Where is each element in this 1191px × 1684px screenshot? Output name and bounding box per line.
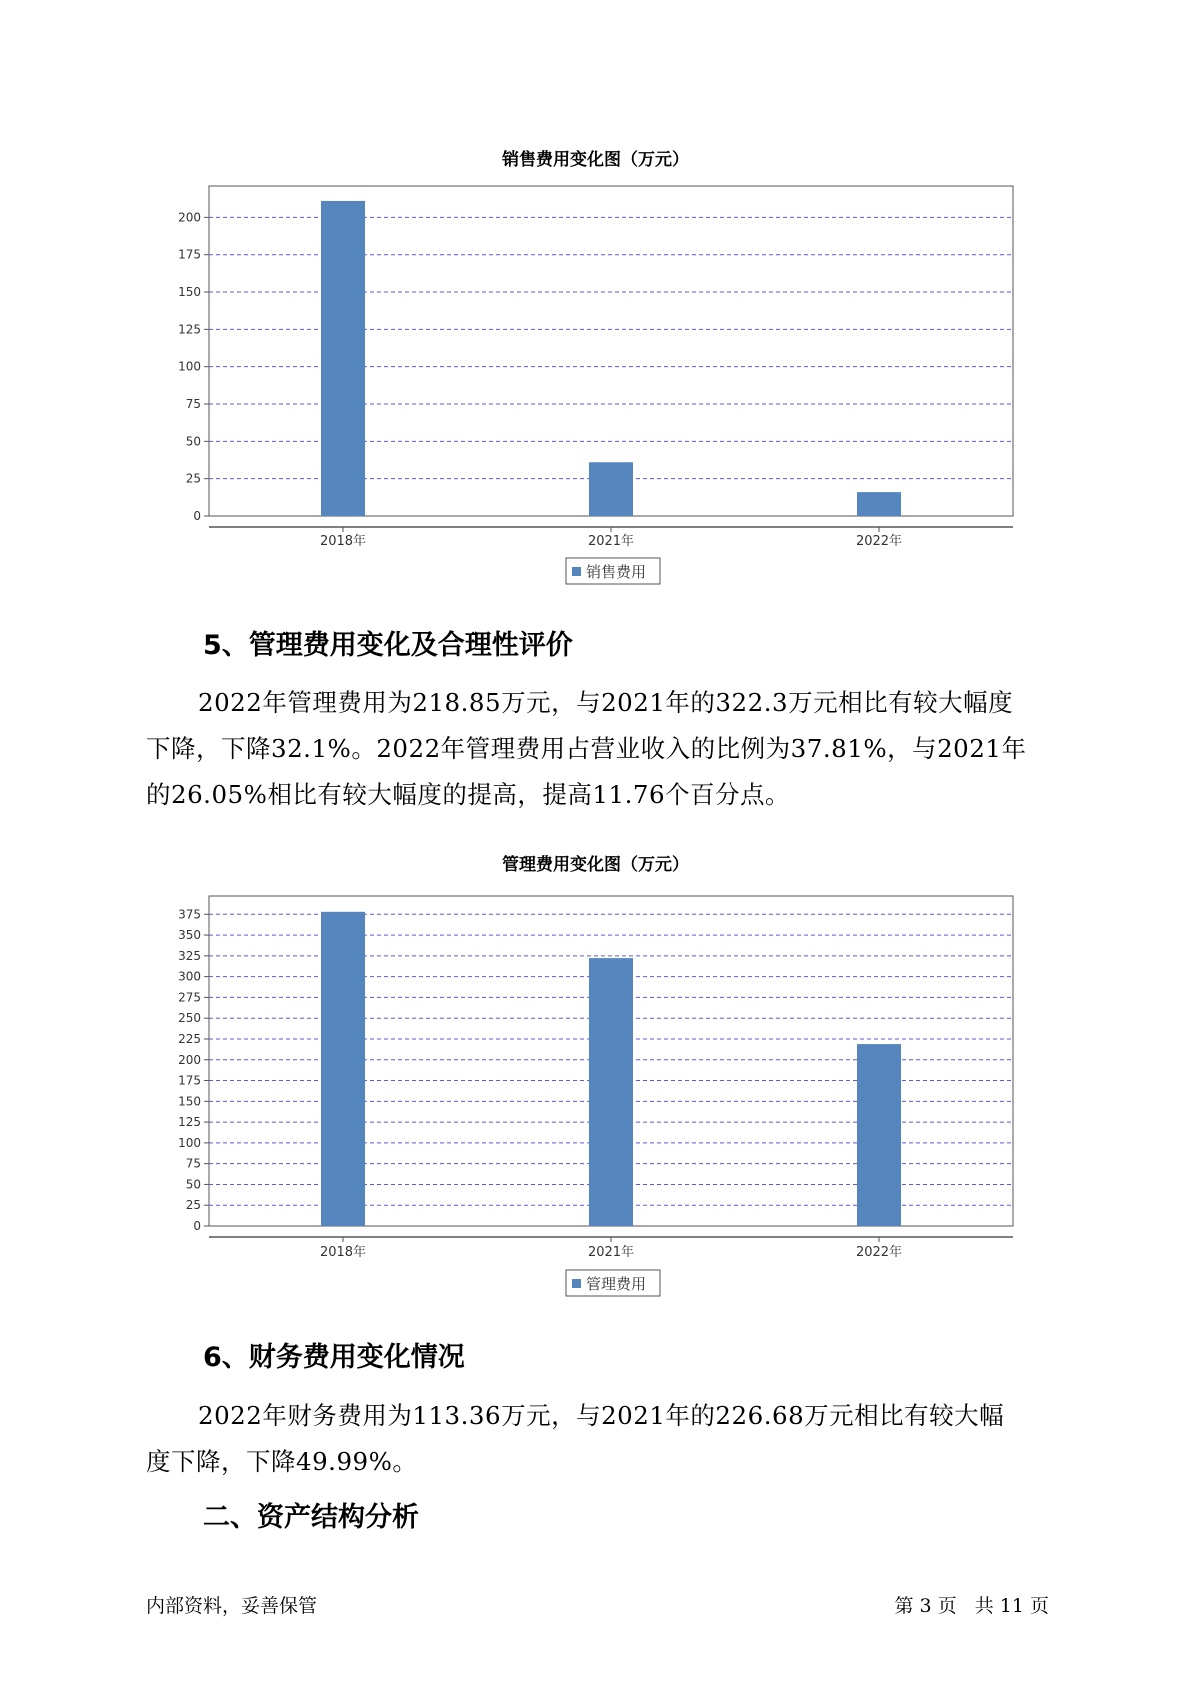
legend-label: 销售费用 <box>586 563 647 581</box>
y-tick-label: 100 <box>178 1135 201 1150</box>
y-tick-label: 25 <box>185 1198 201 1213</box>
chart-title-sales: 销售费用变化图（万元） <box>502 150 689 170</box>
section-5-heading: 5、管理费用变化及合理性评价 <box>203 630 573 661</box>
y-tick-label: 100 <box>178 359 201 374</box>
y-tick-label: 0 <box>193 1219 201 1233</box>
chart-title-admin: 管理费用变化图（万元） <box>502 855 689 875</box>
x-tick-label: 2018年 <box>319 1245 367 1260</box>
section-6-heading: 6、财务费用变化情况 <box>203 1342 465 1373</box>
legend-swatch <box>572 1279 581 1288</box>
x-tick-label: 2022年 <box>855 1245 903 1260</box>
y-tick-label: 125 <box>178 322 201 337</box>
footer-confidential: 内部资料，妥善保管 <box>146 1595 318 1617</box>
y-tick-label: 375 <box>178 907 201 922</box>
y-tick-label: 200 <box>178 210 201 225</box>
y-tick-label: 325 <box>178 948 201 963</box>
y-tick-label: 150 <box>178 1094 201 1109</box>
section-6-paragraph <box>146 1393 1046 1485</box>
s5-line-1: 2022年管理费用为218.85万元，与2021年的322.3万元相比有较大幅度 <box>198 688 1014 717</box>
s6-line-2: 度下降，下降49.99%。 <box>146 1447 418 1476</box>
y-tick-label: 275 <box>178 990 201 1005</box>
y-tick-label: 150 <box>178 285 201 300</box>
x-tick-label: 2018年 <box>319 534 367 549</box>
bar-2021年 <box>589 958 633 1226</box>
y-tick-label: 175 <box>178 247 201 262</box>
y-tick-label: 250 <box>178 1011 201 1026</box>
y-tick-label: 0 <box>193 509 201 523</box>
y-tick-label: 175 <box>178 1073 201 1088</box>
y-tick-label: 25 <box>185 471 201 486</box>
y-tick-label: 200 <box>178 1052 201 1067</box>
bar-2022年 <box>857 1044 901 1226</box>
y-tick-label: 350 <box>178 928 201 943</box>
y-tick-label: 50 <box>185 1177 201 1192</box>
bar-2018年 <box>321 912 365 1226</box>
y-tick-label: 50 <box>185 434 201 449</box>
y-tick-label: 300 <box>178 969 201 984</box>
s5-line-2: 下降，下降32.1%。2022年管理费用占营业收入的比例为37.81%，与2021年 <box>146 734 1027 763</box>
y-tick-label: 75 <box>185 397 201 412</box>
x-tick-label: 2021年 <box>587 534 635 549</box>
y-tick-label: 225 <box>178 1031 201 1046</box>
y-tick-label: 75 <box>185 1156 201 1171</box>
y-tick-label: 125 <box>178 1115 201 1130</box>
x-tick-label: 2022年 <box>855 534 903 549</box>
section-2-heading: 二、资产结构分析 <box>203 1502 419 1533</box>
legend-label: 管理费用 <box>586 1275 647 1293</box>
s5-line-3: 的26.05%相比有较大幅度的提高，提高11.76个百分点。 <box>146 780 791 809</box>
x-tick-label: 2021年 <box>587 1245 635 1260</box>
s6-line-1: 2022年财务费用为113.36万元，与2021年的226.68万元相比有较大幅 <box>198 1401 1005 1430</box>
footer-page-number: 第 3 页 共 11 页 <box>894 1595 1049 1617</box>
